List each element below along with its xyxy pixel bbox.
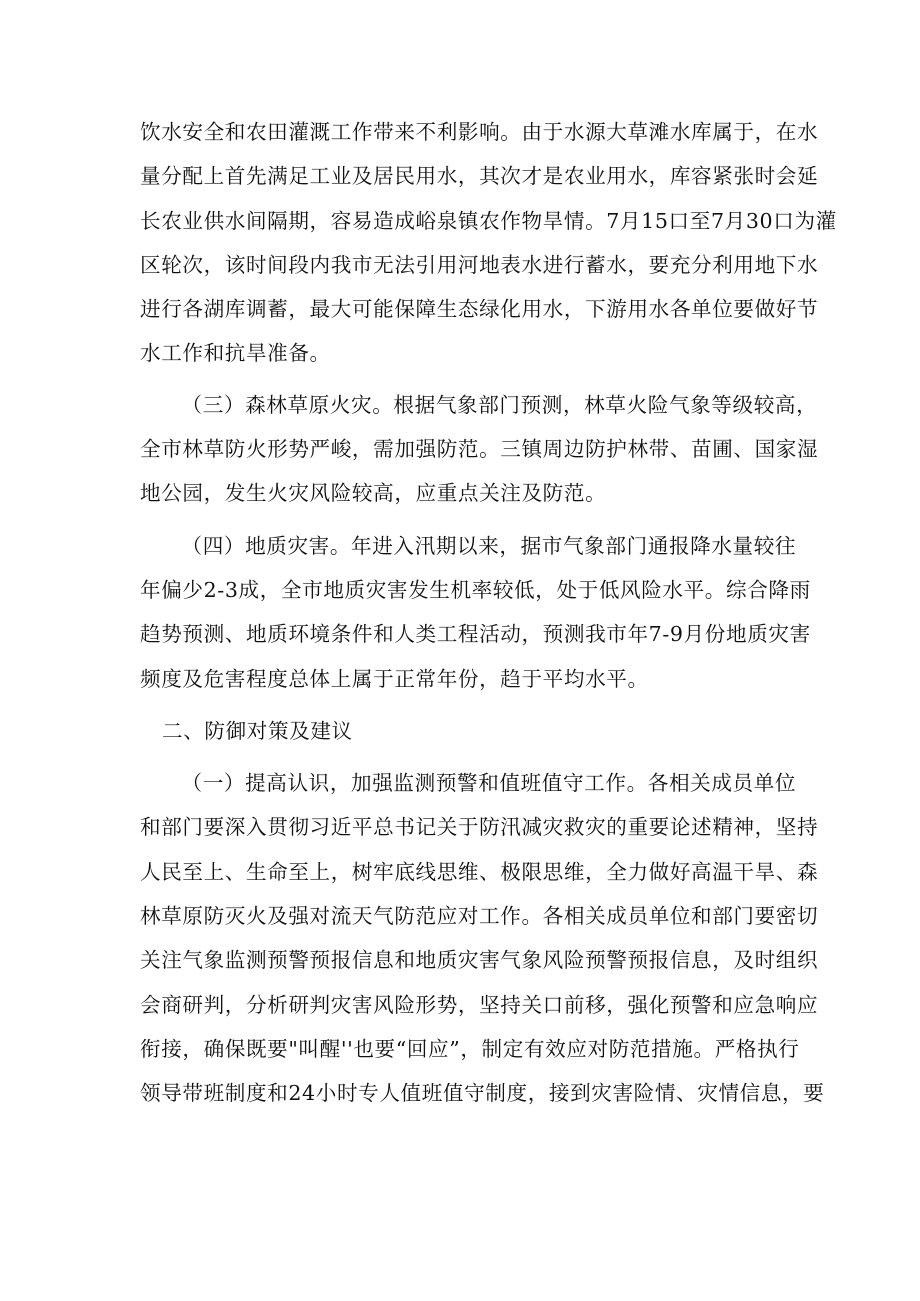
text-line: 衔接，确保既要"叫醒''也要“回应”，制定有效应对防范措施。严格执行 xyxy=(140,1036,800,1061)
text-line: 水工作和抗旱准备。 xyxy=(140,341,331,366)
text-line: 关注气象监测预警预报信息和地质灾害气象风险预警预报信息，及时组织 xyxy=(140,948,819,973)
paragraph-forest-fire xyxy=(140,383,819,516)
paragraph-geological-hazard xyxy=(140,524,811,701)
paragraph-water-supply xyxy=(140,110,837,376)
document-body xyxy=(140,110,837,1116)
text-line: 全市林草防火形势严峻，需加强防范。三镇周边防护林带、苗圃、国家湿 xyxy=(140,437,819,462)
text-line: 区轮次，该时间段内我市无法引用河地表水进行蓄水，要充分利用地下水 xyxy=(140,252,819,277)
text-line: 人民至上、生命至上，树牢底线思维、极限思维，全力做好高温干旱、森 xyxy=(140,859,819,884)
text-line: 地公园，发生火灾风险较高，应重点关注及防范。 xyxy=(140,481,607,506)
text-line: 长农业供水间隔期，容易造成峪泉镇农作物旱情。7月15口至7月30口为灌 xyxy=(140,208,837,233)
paragraph-monitoring-warning xyxy=(140,761,825,1115)
text-line: 量分配上首先满足工业及居民用水，其次才是农业用水，库容紧张时会延 xyxy=(140,164,819,189)
text-line: 趋势预测、地质环境条件和人类工程活动，预测我市年7-9月份地质灾害 xyxy=(140,622,811,647)
text-line: 饮水安全和农田灌溉工作带来不利影响。由于水源大草滩水库属于，在水 xyxy=(140,120,819,144)
text-line: （一）提高认识，加强监测预警和值班值守工作。各相关成员单位 xyxy=(181,771,797,796)
text-line: 和部门要深入贯彻习近平总书记关于防汛减灾救灾的重要论述精神，坚持 xyxy=(140,815,819,840)
text-line: 年偏少2-3成，全市地质灾害发生机率较低，处于低风险水平。综合降雨 xyxy=(140,577,811,602)
heading-text: 二、防御对策及建议 xyxy=(162,718,353,743)
text-line: 林草原防灭火及强对流天气防范应对工作。各相关成员单位和部门要密切 xyxy=(140,904,819,929)
text-line: 领导带班制度和24小时专人值班值守制度，接到灾害险情、灾情信息，要 xyxy=(140,1081,825,1106)
text-line: （三）森林草原火灾。根据气象部门预测，林草火险气象等级较高， xyxy=(181,392,818,417)
section-heading xyxy=(140,709,780,753)
text-line: 会商研判，分析研判灾害风险形势，坚持关口前移，强化预警和应急响应 xyxy=(140,992,819,1017)
text-line: 频度及危害程度总体上属于正常年份，趋于平均水平。 xyxy=(140,666,649,691)
text-line: 进行各湖库调蓄，最大可能保障生态绿化用水，下游用水各单位要做好节 xyxy=(140,297,819,322)
text-line: （四）地质灾害。年进入汛期以来，据市气象部门通报降水量较往 xyxy=(181,533,797,558)
